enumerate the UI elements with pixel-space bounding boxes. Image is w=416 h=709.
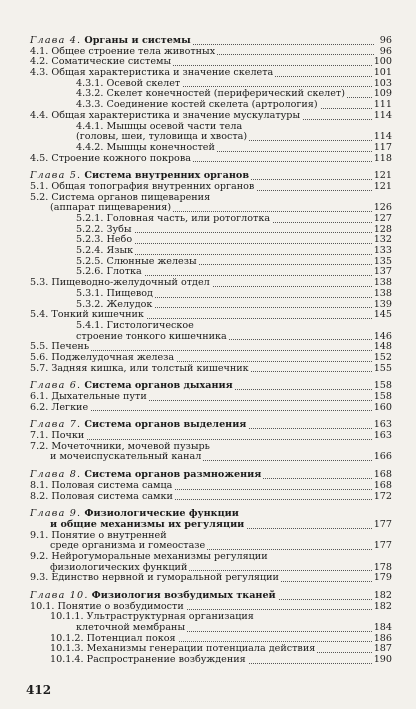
toc-page-ref: 138 [373,287,392,299]
toc-text: (аппарат пищеварения) [50,202,172,214]
toc-entry [30,655,392,666]
toc-page-ref: 121 [373,180,392,192]
toc-text: 10.1. Понятие о возбудимости [30,600,184,612]
toc-text: Глава 7. [30,419,82,431]
toc-text: 5.2.6. Глотка [76,266,142,278]
toc-page-ref: 114 [373,109,392,121]
toc-page-ref: 96 [379,35,392,46]
toc-page-ref: 118 [373,152,392,164]
toc-chapter-9-cont [30,520,392,531]
toc-page-ref: 132 [373,234,392,246]
toc-page-ref: 139 [373,298,392,310]
toc-page-ref: 133 [373,245,392,257]
toc-text: 8.2. Половая система самки [30,490,173,502]
toc-page-ref: 127 [373,213,392,224]
toc-text: 5.2.1. Головная часть, или ротоглотка [76,213,271,224]
toc-text: 5.7. Задняя кишка, или толстый кишечник [30,362,249,374]
toc-page-ref: 168 [373,469,392,481]
toc-text: 4.4.1. Мышцы осевой части тела [76,120,243,132]
toc-text: 6.1. Дыхательные пути [30,391,147,402]
toc-text: 4.3.2. Скелет конечностей (периферический скелет) [76,88,345,100]
toc-text: Физиология возбудимых тканей [91,590,276,601]
toc-entry [30,481,392,492]
toc-text: 5.2.5. Слюнные железы [76,255,197,267]
toc-text: 9.1. Понятие о внутренней [30,529,167,541]
toc-text: Система органов размножения [84,469,262,481]
toc-entry [30,573,392,584]
toc-text: Глава 4. [30,35,82,46]
toc-entry [30,321,392,332]
toc-page-ref: 168 [373,479,392,491]
table-of-contents [30,36,392,666]
toc-page-ref: 178 [373,561,392,573]
toc-text: Глава 6. [30,380,82,392]
toc-text: 5.6. Поджелудочная железа [30,351,175,363]
toc-text: 5.4. Тонкий кишечник [30,309,144,321]
toc-page-ref: 152 [373,351,392,363]
toc-text: 5.3.1. Пищевод [76,287,153,299]
toc-text: и мочеиспускательный канал [50,451,202,463]
toc-text: Органы и системы [84,35,191,46]
toc-text: 5.3.2. Желудок [76,298,153,310]
toc-text: 7.1. Почки [30,430,85,442]
toc-page-ref: 100 [373,56,392,68]
toc-entry [30,364,392,375]
toc-text: Глава 5. [30,170,82,182]
toc-text: 10.1.2. Потенциал покоя [50,632,176,644]
toc-text: 4.3.1. Осевой скелет [76,77,181,89]
toc-text: 10.1.3. Механизмы генерации потенциала действия [50,643,316,655]
toc-page-ref: 182 [373,600,392,612]
toc-text: Система внутренних органов [84,170,249,182]
toc-page-ref: 155 [373,362,392,374]
toc-text: Физиологические функции [84,508,239,520]
toc-page-ref: 117 [373,141,392,153]
toc-text: клеточной мембраны [76,622,186,634]
toc-page-ref: 135 [373,255,392,267]
toc-text: 7.2. Мочеточники, мочевой пузырь [30,440,210,452]
toc-entry [30,143,392,154]
toc-text: Глава 8. [30,469,82,481]
toc-text: физиологических функций [50,561,188,573]
toc-page-ref: 109 [373,88,392,100]
toc-page-ref: 158 [373,391,392,402]
toc-text: 10.1.1. Ультраструктурная организация [50,611,254,623]
toc-text: 4.3. Общая характеристика и значение скелета [30,67,274,79]
toc-text: 9.2. Нейрогуморальные механизмы регуляции [30,550,268,562]
toc-text: 5.2. Система органов пищеварения [30,191,211,203]
toc-page-ref: 160 [373,401,392,413]
toc-page-ref: 182 [373,590,392,601]
toc-text: 6.2. Легкие [30,401,89,413]
toc-text: и общие механизмы их регуляции [50,518,245,530]
toc-text: 5.2.3. Небо [76,234,133,246]
toc-page-ref: 146 [373,330,392,342]
toc-text: 4.3.3. Соединение костей скелета (артрология) [76,99,318,111]
toc-page-ref: 158 [373,380,392,392]
toc-text: 4.5. Строение кожного покрова [30,152,191,164]
toc-text: Система органов дыхания [84,380,233,392]
toc-text: 4.4. Общая характеристика и значение мускулатуры [30,109,301,121]
toc-entry [30,289,392,300]
toc-text: 10.1.4. Распространение возбуждения [50,654,246,666]
toc-text: 8.1. Половая система самца [30,479,173,491]
toc-entry [30,492,392,503]
toc-text: 4.4.2. Мышцы конечностей [76,141,215,153]
toc-page-ref: 166 [373,451,392,463]
toc-page-ref: 187 [373,643,392,655]
toc-text: 4.2. Соматические системы [30,56,172,68]
toc-page-ref: 114 [373,131,392,143]
toc-text: 5.5. Печень [30,341,90,353]
toc-text: строение тонкого кишечника [76,330,227,342]
toc-text: Глава 9. [30,508,82,520]
toc-page-ref: 163 [373,419,392,431]
toc-page-ref: 190 [373,654,392,666]
toc-text: 5.3. Пищеводно-желудочный отдел [30,277,210,289]
toc-page-ref: 101 [373,67,392,79]
toc-entry [30,452,392,463]
toc-text: 4.1. Общее строение тела животных [30,45,216,57]
toc-text: 5.2.2. Зубы [76,223,132,235]
toc-page-ref: 137 [373,266,392,278]
toc-text: Глава 10. [30,590,89,601]
toc-page-ref: 111 [373,99,392,111]
toc-page-ref: 128 [373,223,392,235]
toc-entry [30,403,392,414]
toc-entry [30,154,392,165]
page-number: 412 [26,683,52,697]
toc-chapter-7 [30,420,392,431]
toc-text: 5.2.4. Язык [76,245,134,257]
toc-text: (головы, шеи, туловища и хвоста) [76,131,248,143]
toc-page-ref: 177 [373,518,392,530]
toc-page-ref: 103 [373,77,392,89]
toc-text: среде организма и гомеостазе [50,540,206,552]
toc-text: 9.3. Единство нервной и гуморальной регуляции [30,572,279,584]
toc-page-ref: 126 [373,202,392,214]
toc-page-ref: 186 [373,632,392,644]
toc-text: Система органов выделения [84,419,247,431]
toc-page-ref: 163 [373,430,392,442]
toc-page-ref: 184 [373,622,392,634]
toc-entry [30,111,392,122]
toc-text: 5.4.1. Гистологическое [76,319,194,331]
toc-page-ref: 177 [373,540,392,552]
toc-page-ref: 121 [373,170,392,182]
toc-page-ref: 148 [373,341,392,353]
toc-page-ref: 145 [373,309,392,321]
toc-page-ref: 172 [373,490,392,502]
toc-text: 5.1. Общая топография внутренних органов [30,180,255,192]
toc-page-ref: 179 [373,572,392,584]
toc-page-ref: 138 [373,277,392,289]
toc-page-ref: 96 [379,45,392,57]
